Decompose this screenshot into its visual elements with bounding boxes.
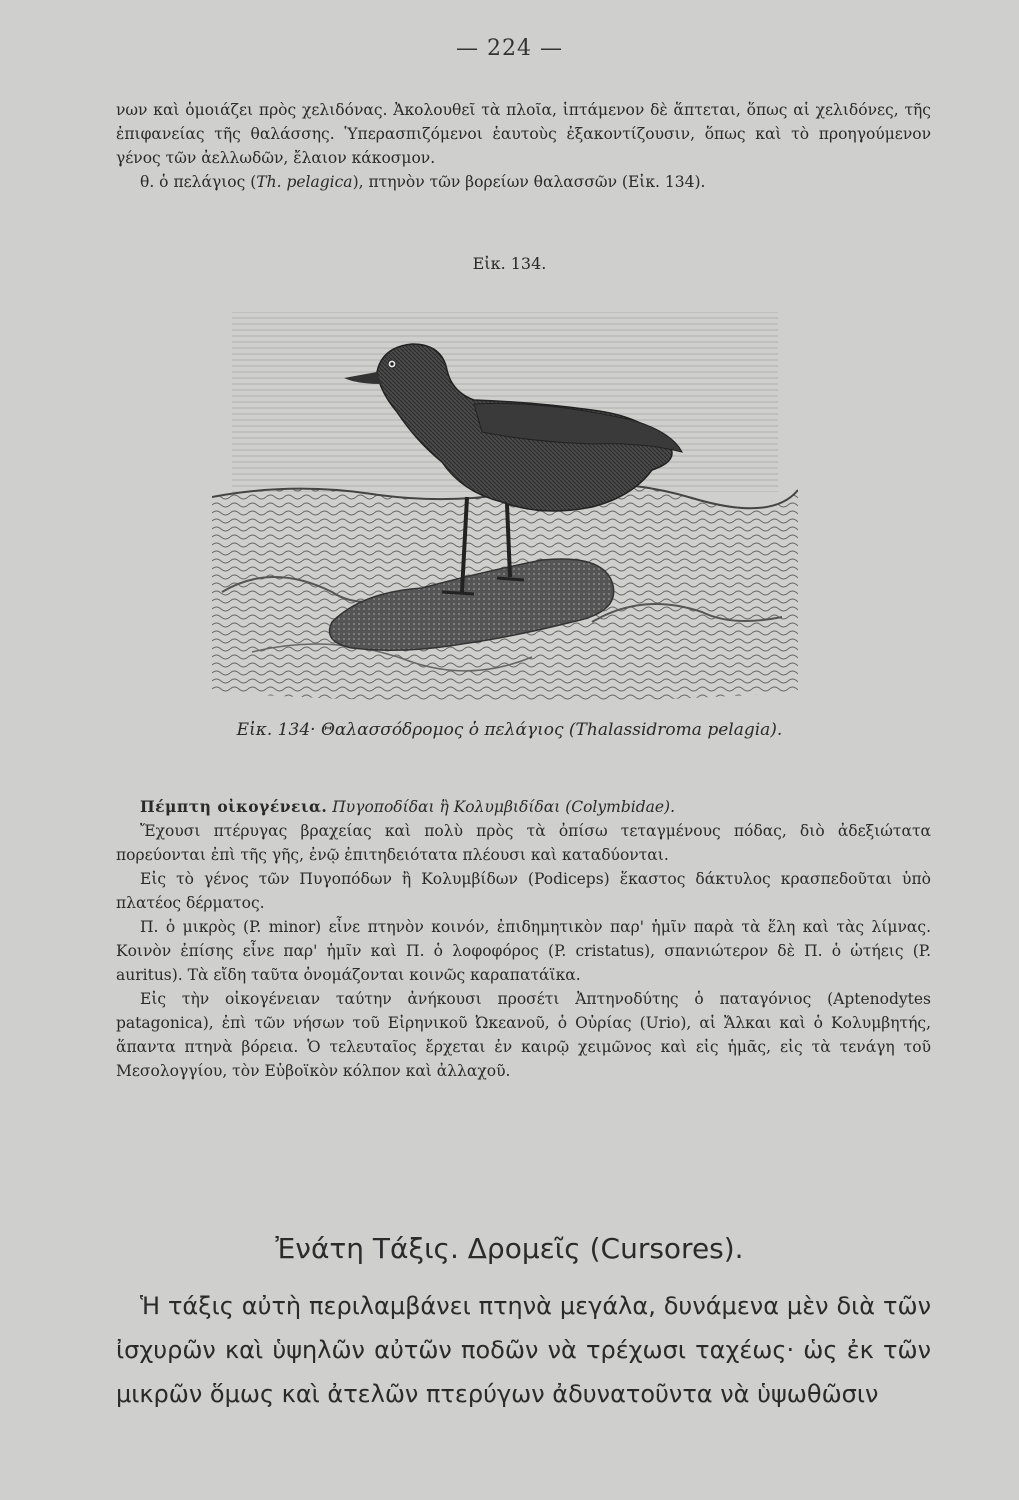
- fifth-family-heading-line: [116, 795, 931, 819]
- figure-caption: Εἰκ. 134· Θαλασσόδρομος ὁ πελάγιος (Thalassidroma pelagia).: [236, 720, 783, 740]
- order-text-block: [116, 1284, 931, 1416]
- fifth-family-names: Πυγοποδίδαι ἢ Κολυμβιδίδαι (Colymbidae).: [332, 798, 676, 816]
- paragraph-3: Π. ὁ μικρὸς (P. minor) εἶνε πτηνὸν κοινόν, ἐπιδημητικὸν παρ' ἡμῖν παρὰ τὰ ἕλη καὶ τὰς λίμνας. Κοινὸν ἐπίσης εἶνε παρ' ἡμῖν καὶ Π. ὁ λοφοφόρος (P. cristatus), σπανιώτερον δὲ Π. ὁ ὠτήεις (P. auritus). Τὰ εἴδη ταῦτα ὀνομάζονται κοινῶς καραπατάϊκα.: [116, 918, 931, 984]
- paragraph-4: Εἰς τὴν οἰκογένειαν ταύτην ἀνήκουσι προσέτι Ἀπτηνοδύτης ὁ παταγόνιος (Aptenodytes patagonica), ἐπὶ τῶν νήσων τοῦ Εἰρηνικοῦ Ὠκεανοῦ, ὁ Οὐρίας (Urio), αἱ Ἄλκαι καὶ ὁ Κολυμβητής, ἅπαντα πτηνὰ βόρεια. Ὁ τελευταῖος ἔρχεται ἐν καιρῷ χειμῶνος καὶ εἰς ἡμᾶς, εἰς τὰ τενάγη τοῦ Μεσολογγίου, τὸν Εὐβοϊκὸν κόλπον καὶ ἀλλαχοῦ.: [116, 990, 931, 1080]
- top-paragraph: νων καὶ ὁμοιάζει πρὸς χελιδόνας. Ἀκολουθεῖ τὰ πλοῖα, ἱπτάμενον δὲ ἅπτεται, ὅπως αἱ χελιδόνες, τῆς ἐπιφανείας τῆς θαλάσσης. Ὑπερασπιζόμενοι ἑαυτοὺς ἐξακοντίζουσιν, ὅπως καὶ τὸ προηγούμενον γένος τῶν ἀελλωδῶν, ἔλαιον κάκοσμον.: [116, 101, 931, 167]
- page-number: — 224 —: [456, 36, 563, 61]
- theta-line: [116, 170, 931, 194]
- theta-prefix: θ. ὁ πελάγιος (: [140, 173, 257, 191]
- theta-latin: Th. pelagica: [256, 173, 353, 191]
- order-title: Ἐνάτη Τάξις. Δρομεῖς (Cursores).: [275, 1232, 744, 1265]
- figure-label: Εἰκ. 134.: [472, 254, 547, 273]
- theta-suffix: ), πτηνὸν τῶν βορείων θαλασσῶν (Εἰκ. 134).: [352, 173, 706, 191]
- engraving-petrel: [212, 292, 798, 712]
- petrel-illustration: [212, 292, 798, 712]
- fifth-family-section: [116, 795, 931, 1083]
- order-paragraph: Ἡ τάξις αὐτὴ περιλαμβάνει πτηνὰ μεγάλα, δυνάμενα μὲν διὰ τῶν ἰσχυρῶν καὶ ὑψηλῶν αὐτῶν ποδῶν νὰ τρέχωσι ταχέως· ὡς ἐκ τῶν μικρῶν ὅμως καὶ ἀτελῶν πτερύγων ἀδυνατοῦντα νὰ ὑψωθῶσιν: [116, 1292, 931, 1408]
- paragraph-2: Εἰς τὸ γένος τῶν Πυγοπόδων ἢ Κολυμβίδων (Podiceps) ἕκαστος δάκτυλος κρασπεδοῦται ὑπὸ πλατέος δέρματος.: [116, 870, 931, 912]
- fifth-family-heading: Πέμπτη οἰκογένεια.: [140, 797, 328, 816]
- paragraph-1: Ἔχουσι πτέρυγας βραχείας καὶ πολὺ πρὸς τὰ ὀπίσω τεταγμένους πόδας, διὸ ἀδεξιώτατα πορεύονται ἐπὶ τῆς γῆς, ἐνῷ ἐπιτηδειότατα πλέουσι καὶ καταδύονται.: [116, 822, 931, 864]
- top-text-block: [116, 98, 931, 194]
